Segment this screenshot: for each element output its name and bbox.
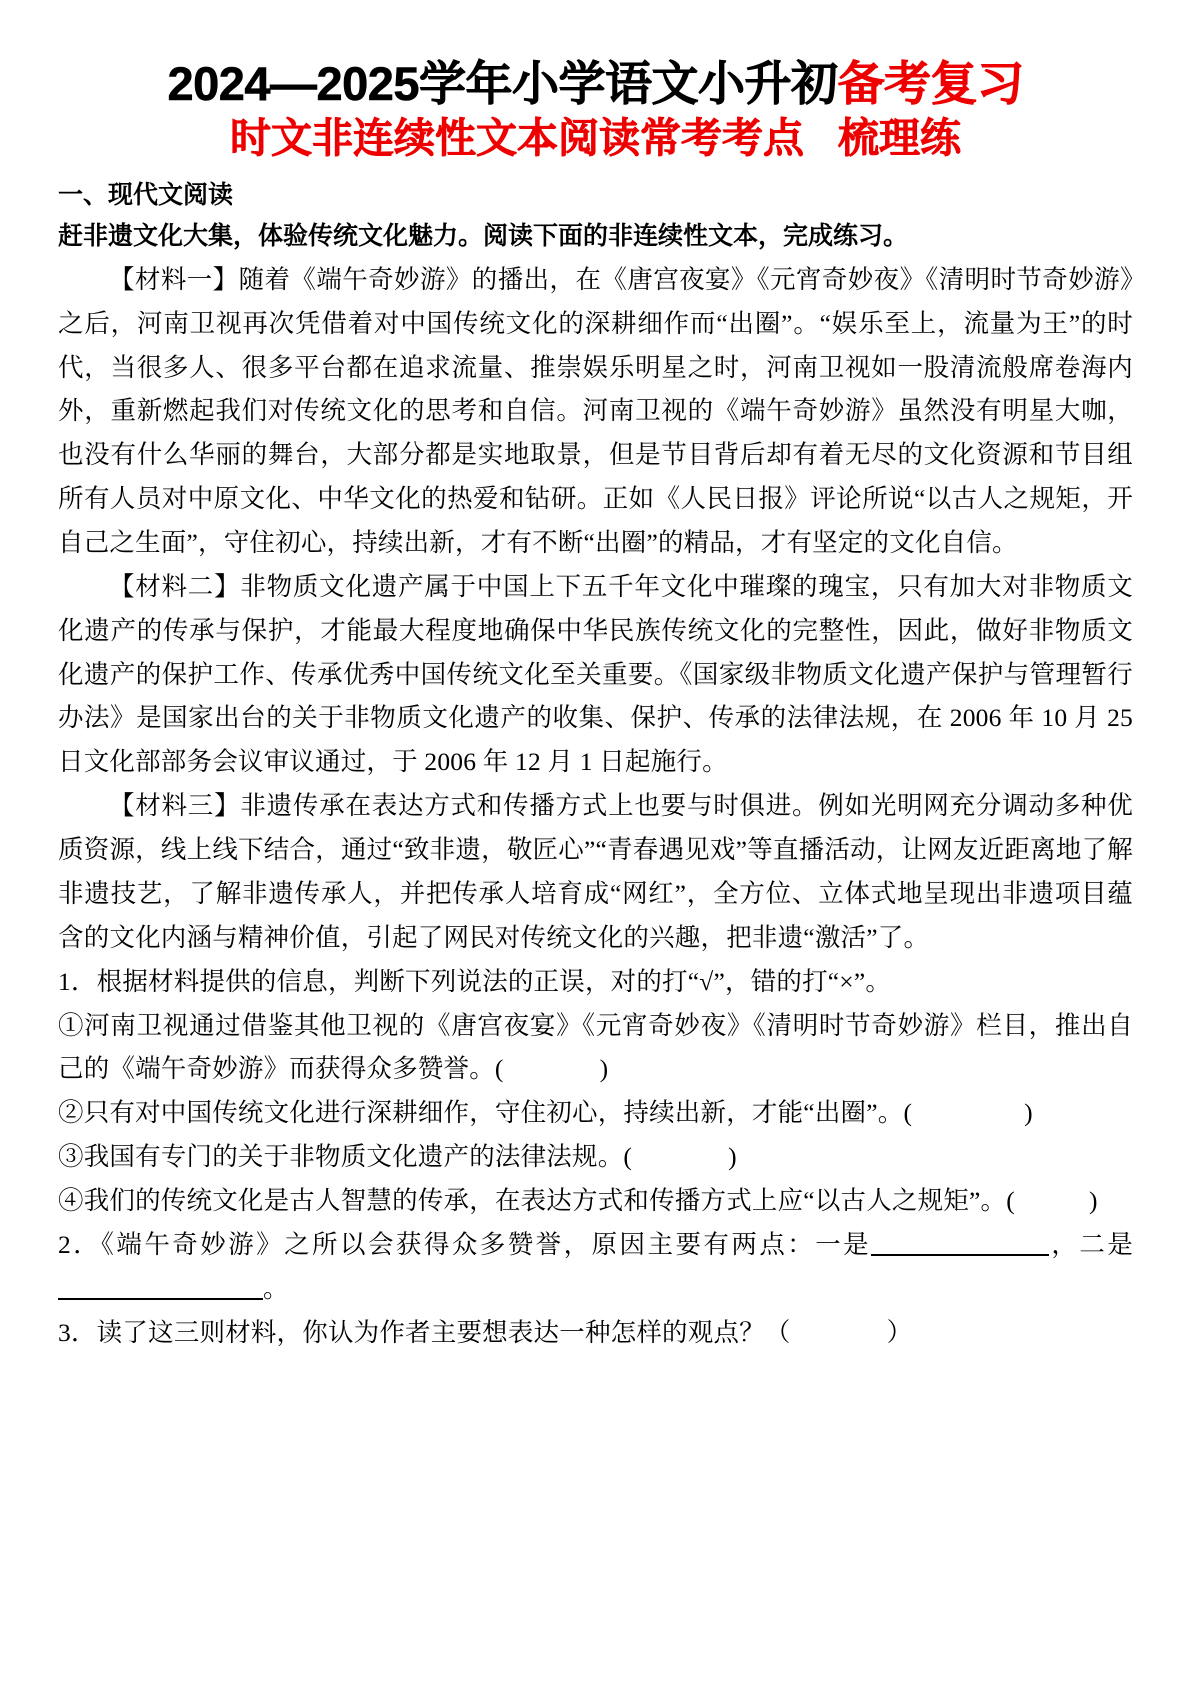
question-1-item-2-text: ②只有对中国传统文化进行深耕细作，守住初心，持续出新，才能“出圈”。( (58, 1098, 913, 1128)
section-lead-instruction: 赶非遗文化大集，体验传统文化魅力。阅读下面的非连续性文本，完成练习。 (58, 223, 909, 251)
question-3-stem-text: 读了这三则材料，你认为作者主要想表达一种怎样的观点？（ (96, 1317, 791, 1347)
answer-blank-line-2[interactable] (58, 1298, 263, 1300)
section-heading: 一、现代文阅读 (58, 181, 234, 209)
material-one-label: 【材料一】 (109, 264, 239, 294)
material-two-text: 非物质文化遗产属于中国上下五千年文化中璀璨的瑰宝，只有加大对非物质文化遗产的传承与保护，才能最大程度地确保中华民族传统文化的完整性，因此，做好非物质文化遗产的保护工作、传承优秀中国传统文化至关重要。《国家级非物质文化遗产保护与管理暂行办法》是国家出台的关于非物质文化遗产的收集、保护、传承的法律法规，在 2006 年 10 月 25 日文化部部务会议审议通过，于 2006 年 12 月 1 日起施行。 (58, 571, 1133, 777)
question-3-close: ） (886, 1317, 913, 1347)
question-2-text-c: 二是 (1079, 1229, 1134, 1259)
question-1-stem (58, 960, 1133, 1004)
question-2-text-d: 。 (263, 1273, 289, 1303)
title-line-1 (58, 58, 1133, 111)
material-two-label: 【材料二】 (109, 571, 241, 601)
question-1-item-3-text: ③我国有专门的关于非物质文化遗产的法律法规。( (58, 1142, 633, 1172)
question-3-block (58, 1311, 1133, 1355)
question-3 (58, 1311, 1133, 1355)
question-1-block (58, 960, 1133, 1223)
question-1-number: 1． (58, 966, 97, 996)
title-line-2-suffix: 梳理练 (838, 114, 961, 161)
document-title-block (58, 0, 1133, 163)
question-1-item-4-close: ) (1088, 1185, 1098, 1215)
question-1-item-1-text: ①河南卫视通过借鉴其他卫视的《唐宫夜宴》《元宵奇妙夜》《清明时节奇妙游》栏目，推出自己的《端午奇妙游》而获得众多赞誉。( (58, 1010, 1133, 1084)
material-three-label: 【材料三】 (109, 791, 241, 821)
question-1-item-1-close: ) (599, 1054, 609, 1084)
material-one-text: 随着《端午奇妙游》的播出，在《唐宫夜宴》《元宵奇妙夜》《清明时节奇妙游》之后，河南卫视再次凭借着对中国传统文化的深耕细作而“出圈”。“娱乐至上，流量为王”的时代，当很多人、很多平台都在追求流量、推崇娱乐明星之时，河南卫视如一股清流般席卷海内外，重新燃起我们对传统文化的思考和自信。河南卫视的《端午奇妙游》虽然没有明星大咖，也没有什么华丽的舞台，大部分都是实地取景，但是节目背后却有着无尽的文化资源和节目组所有人员对中原文化、中华文化的热爱和钻研。正如《人民日报》评论所说“以古人之规矩，开自己之生面”，守住初心，持续出新，才有不断“出圈”的精品，才有坚定的文化自信。 (58, 264, 1133, 558)
question-1-item-3-close: ) (728, 1142, 737, 1172)
question-1-item-3 (58, 1135, 1133, 1179)
material-two-paragraph (58, 565, 1133, 784)
question-2-text-a: 《端午奇妙游》之所以会获得众多赞誉，原因主要有两点：一是 (101, 1229, 872, 1259)
question-1-item-4-text: ④我们的传统文化是古人智慧的传承，在表达方式和传播方式上应“以古人之规矩”。( (58, 1185, 1015, 1215)
title-line-1-red-part: 备考复习 (837, 57, 1024, 110)
question-2 (58, 1223, 1133, 1311)
question-2-block (58, 1223, 1133, 1311)
answer-blank-line-1[interactable] (871, 1254, 1049, 1256)
question-1-item-4 (58, 1179, 1133, 1223)
question-2-text-b: ， (1049, 1229, 1080, 1259)
title-line-2-main: 时文非连续性文本阅读常考考点 (230, 114, 804, 161)
question-3-number: 3． (58, 1317, 97, 1347)
question-1-item-1 (58, 1004, 1133, 1092)
title-line-2 (58, 113, 1133, 163)
material-three-paragraph (58, 784, 1133, 959)
question-1-item-2-close: ) (1024, 1098, 1033, 1128)
question-1-stem-text: 根据材料提供的信息，判断下列说法的正误，对的打“√”，错的打“×”。 (96, 966, 892, 996)
material-three-text: 非遗传承在表达方式和传播方式上也要与时俱进。例如光明网充分调动多种优质资源，线上线下结合，通过“致非遗，敬匠心”“青春遇见戏”等直播活动，让网友近距离地了解非遗技艺，了解非遗传承人，并把传承人培育成“网红”，全方位、立体式地呈现出非遗项目蕴含的文化内涵与精神价值，引起了网民对传统文化的兴趣，把非遗“激活”了。 (58, 791, 1133, 952)
question-1-item-2 (58, 1091, 1133, 1135)
title-line-1-black-part: 2024—2025学年小学语文小升初 (167, 57, 838, 110)
material-one-paragraph (58, 258, 1133, 565)
question-2-number: 2． (58, 1229, 102, 1259)
